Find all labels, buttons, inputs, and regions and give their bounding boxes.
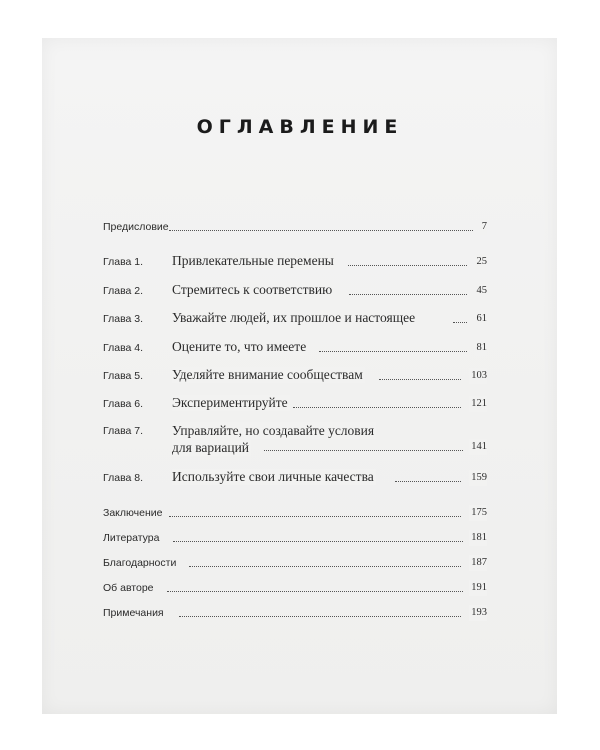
toc-entry-about-author[interactable] bbox=[103, 580, 487, 596]
page-title: ОГЛАВЛЕНИЕ bbox=[196, 116, 404, 138]
dot-leader bbox=[169, 515, 461, 517]
toc-entry-label: Об авторе bbox=[103, 582, 154, 594]
chapter-number: Глава 8. bbox=[103, 472, 144, 484]
chapter-title: Стремитесь к соответствию bbox=[172, 282, 333, 297]
dot-leader bbox=[167, 590, 463, 592]
chapter-title: Уделяйте внимание сообществам bbox=[172, 367, 363, 382]
toc-entry-label: Литература bbox=[103, 532, 160, 544]
toc-page-number: 61 bbox=[475, 311, 488, 327]
dot-leader bbox=[319, 350, 467, 352]
chapter-number: Глава 7. bbox=[103, 425, 144, 437]
toc-entry-label: Примечания bbox=[103, 607, 164, 619]
dot-leader bbox=[349, 293, 467, 295]
chapter-title: Уважайте людей, их прошлое и настоящее bbox=[172, 310, 416, 325]
dot-leader bbox=[189, 565, 461, 567]
toc-entry-notes[interactable] bbox=[103, 605, 487, 621]
chapter-number: Глава 1. bbox=[103, 256, 144, 268]
toc-entry-chapter-1[interactable] bbox=[103, 254, 487, 270]
chapter-number: Глава 2. bbox=[103, 285, 144, 297]
toc-page-number: 181 bbox=[469, 530, 487, 546]
toc-entry-conclusion[interactable] bbox=[103, 505, 487, 521]
toc-entry-chapter-4[interactable] bbox=[103, 340, 487, 356]
toc-entry-chapter-3[interactable] bbox=[103, 311, 487, 327]
dot-leader bbox=[264, 449, 463, 451]
chapter-number: Глава 6. bbox=[103, 398, 144, 410]
toc-page-number: 81 bbox=[475, 340, 488, 356]
toc-entry-label: Заключение bbox=[103, 507, 163, 519]
toc-page-number: 121 bbox=[469, 396, 487, 412]
chapter-title-line-1: Управляйте, но создавайте условия bbox=[172, 423, 375, 438]
toc-page-number: 191 bbox=[469, 580, 487, 596]
chapter-number: Глава 5. bbox=[103, 370, 144, 382]
dot-leader bbox=[379, 378, 461, 380]
dot-leader bbox=[348, 264, 467, 266]
dot-leader bbox=[293, 406, 461, 408]
toc-page-number: 45 bbox=[475, 283, 488, 299]
toc-entry-preface[interactable] bbox=[103, 219, 487, 235]
dot-leader bbox=[169, 229, 473, 231]
dot-leader bbox=[453, 321, 467, 323]
toc-entry-chapter-5[interactable] bbox=[103, 368, 487, 384]
toc-entry-chapter-2[interactable] bbox=[103, 283, 487, 299]
chapter-title: Экспериментируйте bbox=[172, 395, 288, 410]
toc-page-number: 159 bbox=[469, 470, 487, 486]
dot-leader bbox=[179, 615, 461, 617]
toc-entry-label: Предисловие bbox=[103, 221, 169, 233]
chapter-number: Глава 4. bbox=[103, 342, 144, 354]
toc-entry-chapter-6[interactable] bbox=[103, 396, 487, 412]
toc-page-number: 187 bbox=[469, 555, 487, 571]
chapter-title-line-2: для вариаций bbox=[172, 440, 250, 455]
toc-page-number: 7 bbox=[480, 219, 487, 235]
chapter-number: Глава 3. bbox=[103, 313, 144, 325]
dot-leader bbox=[395, 480, 461, 482]
toc-entry-chapter-8[interactable] bbox=[103, 470, 487, 486]
toc-page-number: 193 bbox=[469, 605, 487, 621]
toc-entry-chapter-7[interactable] bbox=[103, 423, 487, 457]
chapter-title: Привлекательные перемены bbox=[172, 253, 334, 268]
chapter-title: Используйте свои личные качества bbox=[172, 469, 374, 484]
toc-entry-acknowledgements[interactable] bbox=[103, 555, 487, 571]
dot-leader bbox=[173, 540, 463, 542]
toc-page-number: 25 bbox=[475, 254, 488, 270]
toc-entry-literature[interactable] bbox=[103, 530, 487, 546]
chapter-title: Оцените то, что имеете bbox=[172, 339, 307, 354]
toc-entry-label: Благодарности bbox=[103, 557, 177, 569]
toc-page-number: 141 bbox=[469, 439, 487, 455]
toc-page-number: 103 bbox=[469, 368, 487, 384]
toc-page-number: 175 bbox=[469, 505, 487, 521]
